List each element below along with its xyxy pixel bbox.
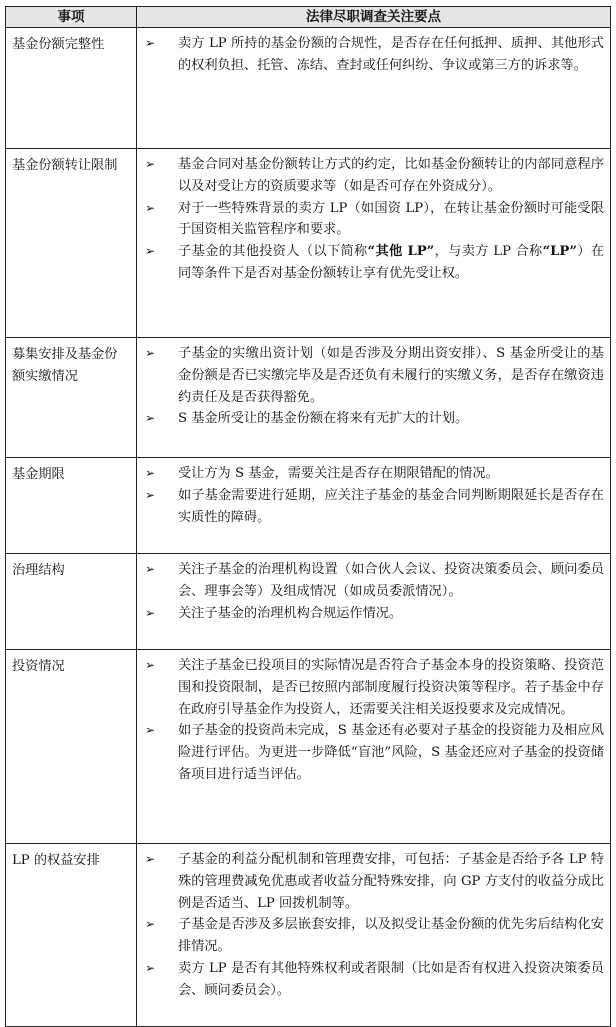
- table-row: [6, 338, 611, 458]
- list-item: ➢ 卖方 LP 所持的基金份额的合规性，是否存在任何抵押、质押、其他形式的权利负担、托管、冻结、查封或任何纠纷、争议或第三方的诉求等。: [143, 33, 604, 77]
- list-item: ➢ 子基金的实缴出资计划（如是否涉及分期出资安排）、S 基金所受让的基金份额是否已实缴完毕及是否还负有未履行的实缴义务，是否存在缴资违约责任及是否获得豁免。: [143, 343, 604, 408]
- topic-cell: 基金份额完整性: [6, 28, 137, 149]
- topic-cell: 治理结构: [6, 554, 137, 650]
- arrowhead-bullet-icon: ➢: [145, 157, 156, 171]
- arrowhead-bullet-icon: ➢: [145, 466, 156, 480]
- points-cell: [137, 338, 611, 458]
- list-item: ➢ 关注子基金的治理机构合规运作情况。: [143, 603, 604, 625]
- table-header-row: [6, 7, 611, 28]
- points-cell: [137, 28, 611, 149]
- points-cell: [137, 458, 611, 554]
- list-item: ➢ 子基金的利益分配机制和管理费安排，可包括：子基金是否给予各 LP 特殊的管理费减免优惠或者收益分配特殊安排，向 GP 方支付的收益分成比例是否适当、LP 回拨机制等。: [143, 849, 604, 914]
- topic-cell: 基金期限: [6, 458, 137, 554]
- arrowhead-bullet-icon: ➢: [145, 960, 156, 975]
- table-row: [6, 28, 611, 149]
- table-row: [6, 554, 611, 650]
- arrowhead-bullet-icon: ➢: [145, 852, 156, 866]
- arrowhead-bullet-icon: ➢: [145, 36, 156, 50]
- points-cell: [137, 554, 611, 650]
- arrowhead-bullet-icon: ➢: [145, 200, 156, 215]
- arrowhead-bullet-icon: ➢: [145, 562, 156, 576]
- table-row: [6, 458, 611, 554]
- header-focus-points: 法律尽职调查关注要点: [137, 7, 611, 28]
- topic-cell: LP 的权益安排: [6, 844, 137, 1027]
- list-item: ➢ 关注子基金已投项目的实际情况是否符合子基金本身的投资策略、投资范围和投资限制，是否已按照内部制度履行投资决策等程序。若子基金中存在政府引导基金作为投资人，还需要关注相关返投要求及完成情况。: [143, 655, 604, 720]
- topic-cell: 募集安排及基金份额实缴情况: [6, 338, 137, 458]
- list-item: ➢ S 基金所受让的基金份额在将来有无扩大的计划。: [143, 408, 604, 430]
- table-row: [6, 149, 611, 338]
- list-item: ➢ 如子基金的投资尚未完成，S 基金还有必要对子基金的投资能力及相应风险进行评估。为更进一步降低“盲池”风险，S 基金还应对子基金的投资储备项目进行适当评估。: [143, 720, 604, 785]
- points-cell: [137, 650, 611, 844]
- list-item: ➢ 受让方为 S 基金，需要关注是否存在期限错配的情况。: [143, 463, 604, 485]
- table-row: [6, 844, 611, 1027]
- topic-cell: 投资情况: [6, 650, 137, 844]
- defined-term-lp: “LP”: [542, 244, 577, 260]
- points-cell: [137, 149, 611, 338]
- arrowhead-bullet-icon: ➢: [145, 411, 156, 426]
- list-item: ➢ 如子基金需要进行延期，应关注子基金的基金合同判断期限延长是否存在实质性的障碍。: [143, 485, 604, 529]
- arrowhead-bullet-icon: ➢: [145, 244, 156, 259]
- arrowhead-bullet-icon: ➢: [145, 605, 156, 620]
- header-matter: 事项: [6, 7, 137, 28]
- table-row: [6, 650, 611, 844]
- list-item: ➢ 子基金是否涉及多层嵌套安排，以及拟受让基金份额的优先劣后结构化安排情况。: [143, 914, 604, 958]
- list-item: ➢ 对于一些特殊背景的卖方 LP（如国资 LP），在转让基金份额时可能受限于国资相关监管程序和要求。: [143, 198, 604, 242]
- due-diligence-table: [5, 6, 611, 1027]
- arrowhead-bullet-icon: ➢: [145, 658, 156, 672]
- topic-cell: 基金份额转让限制: [6, 149, 137, 338]
- arrowhead-bullet-icon: ➢: [145, 346, 156, 360]
- defined-term-other-lp: “其他 LP”: [367, 244, 435, 260]
- list-item: ➢ 关注子基金的治理机构设置（如合伙人会议、投资决策委员会、顾问委员会、理事会等）及组成情况（如成员委派情况）。: [143, 559, 604, 603]
- arrowhead-bullet-icon: ➢: [145, 917, 156, 932]
- list-item: ➢ 子基金的其他投资人（以下简称“其他 LP”，与卖方 LP 合称“LP”）在同等条件下是否对基金份额转让享有优先受让权。: [143, 241, 604, 285]
- arrowhead-bullet-icon: ➢: [145, 487, 156, 502]
- list-item: ➢ 基金合同对基金份额转让方式的约定，比如基金份额转让的内部同意程序以及对受让方的资质要求等（如是否可存在外资成分）。: [143, 154, 604, 198]
- arrowhead-bullet-icon: ➢: [145, 723, 156, 738]
- list-item: ➢ 卖方 LP 是否有其他特殊权利或者限制（比如是否有权进入投资决策委员会、顾问委员会）。: [143, 958, 604, 1002]
- points-cell: [137, 844, 611, 1027]
